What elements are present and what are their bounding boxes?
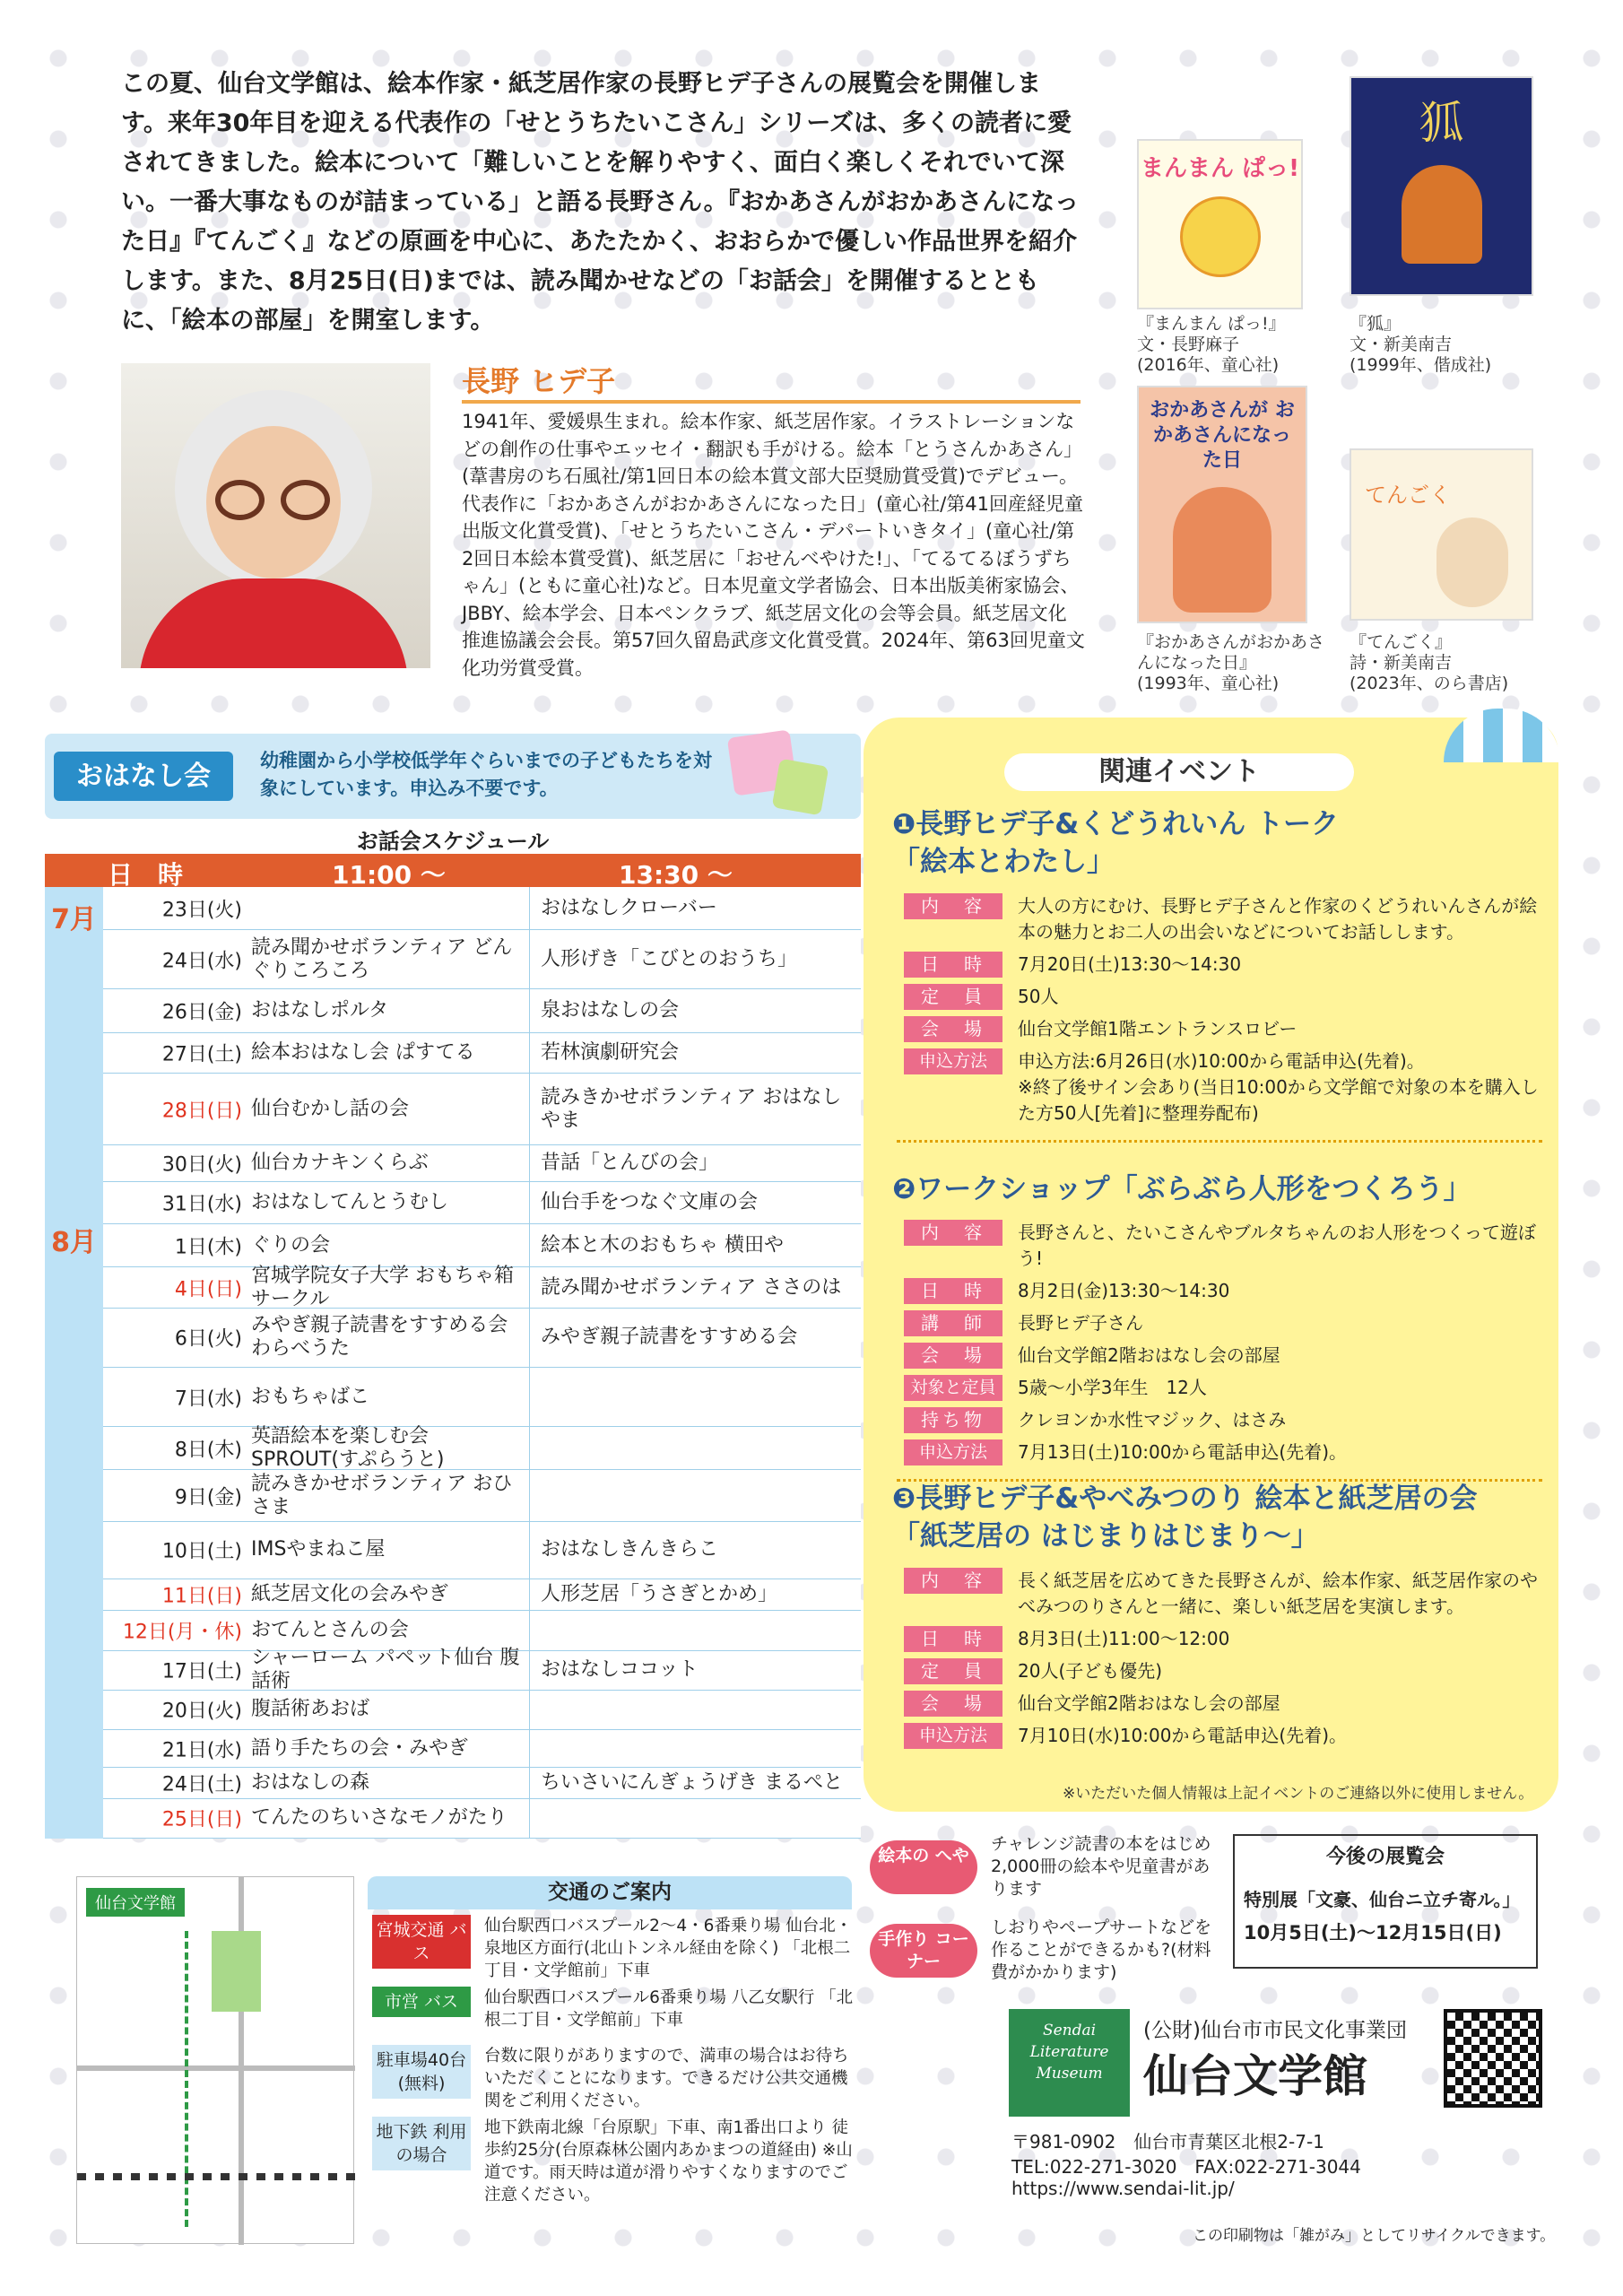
row-date: 26日(金) — [161, 1001, 242, 1024]
row-afternoon: 若林演劇研究会 — [541, 1040, 680, 1064]
event-value: クレヨンか水性マジック、はさみ — [1018, 1409, 1287, 1431]
events-title: 関連イベント — [1004, 753, 1354, 791]
event-label: 申込方法 — [904, 1048, 1002, 1074]
month-july: 7月 — [45, 887, 103, 1210]
corner-text: しおりやペープサートなどを作ることができるかも?(材料費がかかります) — [991, 1918, 1212, 1982]
row-morning: おてんとさんの会 — [251, 1618, 409, 1641]
row-afternoon: おはなしココット — [541, 1658, 699, 1682]
event-label: 定 員 — [904, 1658, 1002, 1684]
row-afternoon: みやぎ親子読書をすすめる会 — [541, 1326, 798, 1349]
row-morning: 仙台カナキンくらぶ — [251, 1152, 429, 1175]
row-date: 10日(土) — [161, 1540, 242, 1563]
row-afternoon: おはなしクローバー — [541, 896, 717, 919]
row-morning: 読みきかせボランティア おひさま — [251, 1472, 513, 1518]
event-value: 5歳〜小学3年生 12人 — [1018, 1377, 1207, 1398]
table-row — [103, 1224, 861, 1267]
book-cover-okaasan: おかあさんが おかあさんになった日 — [1137, 386, 1307, 623]
expo-name: 特別展「文豪、仙台ニ立チ寄ル。」 — [1244, 1889, 1521, 1910]
event-value: 7月20日(土)13:30〜14:30 — [1018, 953, 1242, 975]
divider — [462, 400, 1081, 404]
row-morning: みやぎ親子読書をすすめる会 わらべうた — [251, 1314, 508, 1361]
row-morning: 仙台むかし話の会 — [251, 1097, 410, 1120]
event-label: 講 師 — [904, 1310, 1002, 1336]
privacy-note: ※いただいた個人情報は上記イベントのご連絡以外に使用しません。 — [1063, 1785, 1534, 1803]
event-value: 大人の方にむけ、長野ヒデ子さんと作家のくどうれいんさんが絵本の魅力とお二人の出会いなどについてお話しします。 — [1018, 895, 1538, 943]
event-value: 7月13日(土)10:00から電話申込(先着)。 — [1018, 1441, 1348, 1463]
schedule-title: お話会スケジュール — [356, 829, 550, 854]
row-morning: 宮城学院女子大学 おもちゃ箱サークル — [251, 1264, 514, 1310]
access-title: 交通のご案内 — [368, 1876, 852, 1909]
row-date: 24日(土) — [161, 1773, 242, 1796]
divider — [897, 1140, 1542, 1143]
header-pm: 13:30 〜 — [619, 860, 733, 890]
book-cover-manman: まんまん ぱっ! — [1137, 139, 1303, 309]
row-date: 27日(土) — [161, 1043, 242, 1066]
schedule-header — [45, 854, 861, 890]
row-afternoon: おはなしきんきらこ — [541, 1538, 719, 1561]
row-morning: おはなしポルタ — [251, 998, 389, 1022]
row-afternoon: 人形げき「こびとのおうち」 — [541, 947, 798, 970]
event-value: 長野ヒデ子さん — [1018, 1312, 1143, 1334]
row-afternoon: 読みきかせボランティア おはなしやま — [541, 1085, 842, 1132]
event-value: 仙台文学館1階エントランスロビー — [1018, 1018, 1298, 1039]
event-label: 申込方法 — [904, 1439, 1002, 1465]
corner-badge: 絵本の へや — [870, 1840, 977, 1894]
access-text: 仙台駅西口バスプール6番乗り場 八乙女駅行 「北根二丁目・文学館前」下車 — [484, 1988, 854, 2030]
table-row — [103, 1647, 861, 1693]
row-date: 4日(日) — [174, 1278, 242, 1301]
row-date: 6日(火) — [174, 1327, 242, 1351]
book-caption: 『まんまん ぱっ!』 文・長野麻子 (2016年、童心社) — [1137, 314, 1286, 375]
table-row — [103, 1691, 861, 1730]
table-row — [103, 1368, 861, 1427]
access-label: 宮城交通 バス — [372, 1915, 471, 1969]
row-afternoon: 絵本と木のおもちゃ 横田や — [541, 1233, 784, 1257]
event-label: 会 場 — [904, 1691, 1002, 1717]
corner-text: チャレンジ読書の本をはじめ2,000冊の絵本や児童書があります — [991, 1834, 1211, 1899]
event-value: 50人 — [1018, 986, 1059, 1007]
row-morning: 腹話術あおば — [251, 1698, 370, 1721]
row-morning: おはなしの森 — [251, 1771, 370, 1795]
event-label: 日 時 — [904, 952, 1002, 978]
expo-title: 今後の展覧会 — [1325, 1846, 1445, 1868]
row-morning: 紙芝居文化の会みやぎ — [251, 1583, 449, 1606]
corner-badge: 手作り コーナー — [870, 1924, 977, 1978]
book-caption: 『てんごく』 詩・新美南吉 (2023年、のら書店) — [1350, 632, 1509, 693]
museum-org: (公財)仙台市市民文化事業団 — [1143, 2019, 1407, 2042]
row-date: 25日(日) — [161, 1808, 242, 1831]
row-date: 8日(木) — [174, 1439, 242, 1462]
access-map — [76, 1876, 354, 2244]
table-row — [103, 1768, 861, 1798]
table-row — [103, 1074, 861, 1145]
row-morning: てんたのちいさなモノがたり — [251, 1806, 508, 1830]
row-afternoon: 人形芝居「うさぎとかめ」 — [541, 1583, 778, 1606]
table-row — [103, 1522, 861, 1578]
row-date: 20日(火) — [161, 1700, 242, 1723]
event-label: 定 員 — [904, 984, 1002, 1010]
row-afternoon: 読み聞かせボランティア ささのは — [541, 1275, 842, 1299]
museum-logo: Sendai Literature Museum — [1009, 2009, 1130, 2117]
access-label: 駐車場40台 (無料) — [372, 2045, 471, 2099]
event-label: 持ち物 — [904, 1407, 1002, 1433]
abc-block-icon — [772, 759, 829, 816]
table-row — [103, 1264, 861, 1310]
museum-address: 〒981-0902 仙台市青葉区北根2-7-1 — [1011, 2131, 1324, 2152]
event-label: 対象と定員 — [904, 1375, 1002, 1401]
row-afternoon: 仙台手をつなぐ文庫の会 — [541, 1191, 759, 1214]
event-heading: ❶長野ヒデ子&くどうれいん トーク 「絵本とわたし」 — [892, 808, 1340, 878]
map-label: 仙台文学館 — [86, 1888, 185, 1917]
access-text: 仙台駅西口バスプール2〜4・6番乗り場 仙台北・泉地区方面行(北山トンネル経由を除く) 「北根二丁目・文学館前」下車 — [484, 1917, 853, 1980]
table-row — [103, 1611, 861, 1650]
row-morning: おもちゃばこ — [251, 1385, 370, 1408]
event-value: 20人(子ども優先) — [1018, 1660, 1163, 1682]
book-cover-kitsune: 狐 — [1350, 76, 1533, 296]
storytime-title: おはなし会 — [54, 752, 233, 801]
header-am: 11:00 〜 — [332, 860, 446, 890]
event-value: 長野さんと、たいこさんやブルタちゃんのお人形をつくって遊ぼう! — [1018, 1222, 1536, 1269]
parasol-icon — [1444, 709, 1560, 762]
table-row — [103, 1730, 861, 1769]
table-row — [103, 1799, 861, 1839]
table-row — [103, 1145, 861, 1182]
upcoming-exhibition — [1233, 1834, 1538, 1969]
expo-dates: 10月5日(土)〜12月15日(日) — [1244, 1922, 1502, 1944]
row-morning: 語り手たちの会・みやぎ — [251, 1736, 469, 1760]
row-morning: 絵本おはなし会 ぱすてる — [251, 1040, 475, 1064]
row-date: 11日(日) — [161, 1585, 242, 1608]
museum-phone: TEL:022-271-3020 FAX:022-271-3044 — [1011, 2156, 1361, 2178]
intro-text: この夏、仙台文学館は、絵本作家・紙芝居作家の長野ヒデ子さんの展覧会を開催します。来年30年目を迎える代表作の「せとうちたいこさん」シリーズは、多くの読者に愛されてきました。絵本について「難しいことを解りやすく、面白く楽しくそれでいて深い。一番大事なものが詰まっている」と語る長野さん。『おかあさんがおかあさんになった日』『てんごく』などの原画を中心に、あたたかく、おおらかで優しい作品世界を紹介します。また、8月25日(日)までは、読み聞かせなどの「お話会」を開催するとともに、「絵本の部屋」を開室します。 — [121, 70, 1080, 335]
event-heading: ❷ワークショップ「ぶらぶら人形をつくろう」 — [892, 1173, 1471, 1205]
table-row — [103, 1424, 861, 1471]
row-date: 30日(火) — [161, 1153, 242, 1177]
row-morning: 読み聞かせボランティア どんぐりころころ — [251, 935, 513, 982]
event-value: 仙台文学館2階おはなし会の部屋 — [1018, 1344, 1280, 1366]
row-date: 21日(水) — [161, 1739, 242, 1762]
recycle-note: この印刷物は「雑がみ」としてリサイクルできます。 — [1193, 2227, 1556, 2245]
event-value: 8月3日(土)11:00〜12:00 — [1018, 1628, 1230, 1649]
month-august: 8月 — [45, 1210, 103, 1839]
book-caption: 『おかあさんがおかあさんになった日』 (1993年、童心社) — [1137, 632, 1325, 693]
qr-code[interactable] — [1444, 2009, 1542, 2108]
access-label: 地下鉄 利用の場合 — [372, 2117, 471, 2170]
event-label: 日 時 — [904, 1626, 1002, 1652]
event-label: 会 場 — [904, 1016, 1002, 1042]
book-cover-tengoku: てんごく — [1350, 448, 1533, 621]
row-date: 31日(水) — [161, 1193, 242, 1216]
event-label: 申込方法 — [904, 1723, 1002, 1749]
row-date: 23日(火) — [161, 899, 242, 922]
event-label: 会 場 — [904, 1343, 1002, 1369]
row-morning: シャーローム パペット仙台 腹話術 — [251, 1647, 520, 1693]
row-afternoon: 泉おはなしの会 — [541, 998, 680, 1022]
storytime-description: 幼稚園から小学校低学年ぐらいまでの子どもたちを対象にしています。申込み不要です。 — [260, 750, 712, 799]
event-label: 日 時 — [904, 1278, 1002, 1304]
row-date: 1日(木) — [174, 1236, 242, 1259]
row-morning: IMSやまねこ屋 — [251, 1538, 386, 1561]
book-caption: 『狐』 文・新美南吉 (1999年、偕成社) — [1350, 314, 1492, 375]
row-morning: 英語絵本を楽しむ会 SPROUT(すぷらうと) — [251, 1424, 445, 1471]
row-morning: ぐりの会 — [251, 1233, 331, 1257]
header-date: 日 時 — [108, 860, 184, 890]
row-date: 9日(金) — [174, 1486, 242, 1509]
row-date: 28日(日) — [161, 1100, 242, 1123]
row-afternoon: 昔話「とんびの会」 — [541, 1152, 719, 1175]
event-value: 申込方法:6月26日(水)10:00から電話申込(先着)。 ※終了後サイン会あり(当日10:00から文学館で対象の本を購入した方50人[先着]に整理券配布) — [1018, 1050, 1539, 1124]
access-text: 台数に限りがありますので、満車の場合はお待ちいただくことになります。できるだけ公共交通機関をご利用ください。 — [484, 2047, 849, 2110]
museum-url[interactable]: https://www.sendai-lit.jp/ — [1011, 2178, 1235, 2199]
event-value: 長く紙芝居を広めてきた長野さんが、絵本作家、紙芝居作家のやべみつのりさんと一緒に、楽しい紙芝居を実演します。 — [1018, 1570, 1538, 1617]
event-value: 7月10日(水)10:00から電話申込(先着)。 — [1018, 1725, 1348, 1746]
event-label: 内 容 — [904, 1568, 1002, 1594]
author-name: 長野 ヒデ子 — [462, 364, 616, 398]
event-label: 内 容 — [904, 1220, 1002, 1246]
event-value: 8月2日(金)13:30〜14:30 — [1018, 1280, 1230, 1301]
row-date: 24日(水) — [161, 950, 242, 973]
museum-name: 仙台文学館 — [1143, 2050, 1367, 2102]
row-date: 7日(水) — [174, 1387, 242, 1411]
table-row — [103, 1579, 861, 1612]
author-bio: 1941年、愛媛県生まれ。絵本作家、紙芝居作家。イラストレーションなどの創作の仕事やエッセイ・翻訳も手がける。絵本「とうさんかあさん」(葦書房のち石風社/第1回日本の絵本賞文部大臣奨励賞受賞)でデビュー。代表作に「おかあさんがおかあさんになった日」(童心社/第41回産経児童出版文化賞受賞)、「せとうちたいこさん・デパートいきタイ」(童心社/第2回日本絵本賞受賞)、紙芝居に「おせんべやけた!」、「てるてるぼうずちゃん」(ともに童心社)など。日本児童文学者協会、日本出版美術家協会、JBBY、絵本学会、日本ペンクラブ、紙芝居文化の会等会員。紙芝居文化推進協議会会長。第57回久留島武彦文化賞受賞。2024年、第63回児童文化功労賞受賞。 — [462, 411, 1085, 679]
access-label: 市営 バス — [372, 1987, 471, 2017]
table-row — [103, 930, 861, 989]
row-morning: おはなしてんとうむし — [251, 1191, 449, 1214]
table-row — [103, 1309, 861, 1368]
row-date: 17日(土) — [161, 1660, 242, 1683]
event-heading: ❸長野ヒデ子&やべみつのり 絵本と紙芝居の会 「紙芝居の はじまりはじまり〜」 — [892, 1483, 1478, 1552]
row-date: 12日(月・休) — [122, 1621, 242, 1644]
table-row — [103, 887, 861, 930]
event-label: 内 容 — [904, 893, 1002, 919]
access-text: 地下鉄南北線「台原駅」下車、南1番出口より 徒歩約25分(台原森林公園内あかまつの道経由) ※山道です。雨天時は道が滑りやすくなりますのでご注意ください。 — [484, 2118, 853, 2205]
author-photo — [121, 363, 430, 668]
row-afternoon: ちいさいにんぎょうげき まるぺと — [541, 1771, 843, 1795]
table-row — [103, 1033, 861, 1074]
event-value: 仙台文学館2階おはなし会の部屋 — [1018, 1692, 1280, 1714]
table-row — [103, 1470, 861, 1522]
table-row — [103, 1182, 861, 1224]
table-row — [103, 989, 861, 1032]
